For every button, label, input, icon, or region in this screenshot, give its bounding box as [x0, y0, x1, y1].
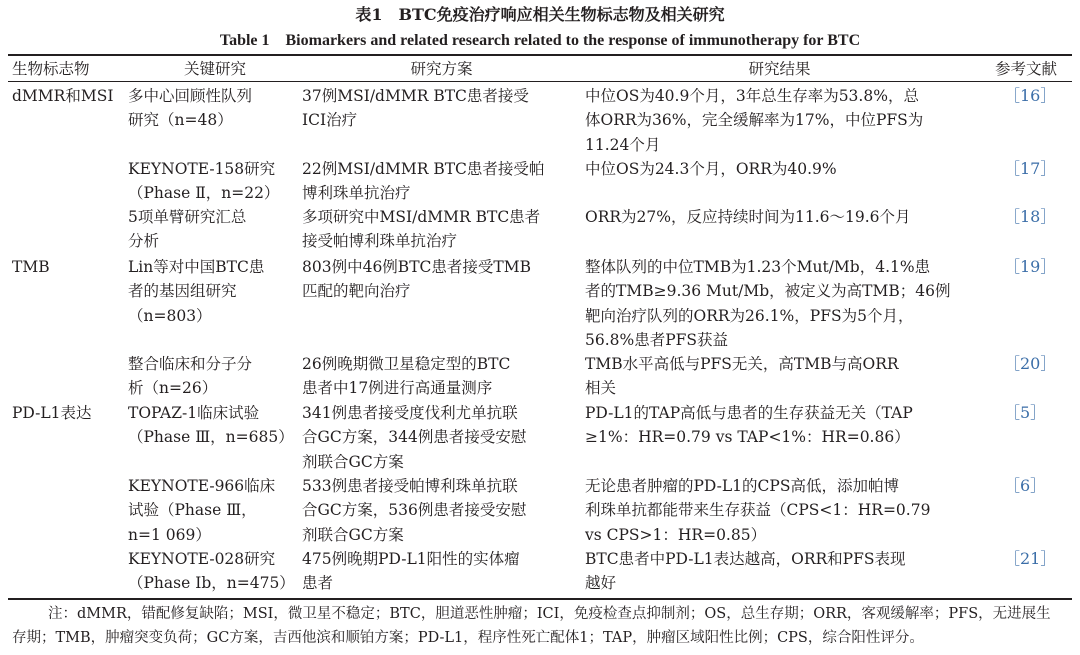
- study-design-cell-line: 多项研究中MSI/dMMR BTC患者: [302, 208, 541, 226]
- study-results-cell-line: BTC患者中PD-L1表达越高，ORR和PFS表现: [585, 550, 906, 568]
- study-design-cell: [302, 547, 520, 596]
- study-design-cell-line: 341例患者接受度伐利尤单抗联: [302, 404, 518, 422]
- study-design-cell-line: 合GC方案，536例患者接受安慰: [302, 501, 527, 520]
- study-results-cell: [585, 474, 930, 547]
- study-results-cell: [585, 157, 837, 181]
- header-biomarker: 生物标志物: [12, 60, 90, 78]
- table-title-english: Table 1 Biomarkers and related research related to the response of immunotherapy for BTC: [219, 32, 861, 49]
- study-results-cell: [585, 401, 913, 450]
- study-design-cell-line: 匹配的靶向治疗: [302, 282, 411, 301]
- study-results-cell-line: 靶向治疗队列的ORR为26.1%，PFS为5个月，: [585, 306, 914, 325]
- study-results-cell-line: vs CPS>1：HR=0.85）: [585, 525, 767, 544]
- biomarker-cell: dMMR和MSI: [12, 87, 114, 105]
- key-study-cell: [128, 547, 295, 596]
- key-study-cell-line: 分析: [128, 232, 160, 251]
- header-study-design: 研究方案: [410, 60, 473, 78]
- key-study-cell-line: Lin等对中国BTC患: [128, 258, 265, 276]
- study-results-cell-line: 越好: [585, 574, 617, 593]
- reference-cell: ［20］: [1004, 354, 1057, 373]
- study-results-cell-line: 者的TMB≥9.36 Mut/Mb，被定义为高TMB；46例: [585, 282, 951, 301]
- table-title-chinese: 表1 BTC免疫治疗响应相关生物标志物及相关研究: [355, 5, 725, 24]
- reference-cell: ［6］: [1004, 476, 1047, 495]
- study-design-cell-line: ICI治疗: [302, 111, 358, 130]
- footnote-line: 存期；TMB，肿瘤突变负荷；GC方案，吉西他滨和顺铂方案；PD-L1，程序性死亡配体1；TAP，肿瘤区域阳性比例；CPS，综合阳性评分。: [12, 630, 924, 646]
- key-study-cell-line: 研究（n=48）: [128, 111, 233, 130]
- key-study-cell-line: 析（n=26）: [128, 379, 218, 398]
- study-design-cell: [302, 474, 526, 547]
- study-design-cell: [302, 205, 540, 254]
- study-design-cell-line: 533例患者接受帕博利珠单抗联: [302, 477, 518, 495]
- biomarker-cell: TMB: [12, 258, 50, 276]
- key-study-cell-line: （Phase Ⅱ，n=22）: [128, 184, 280, 203]
- key-study-cell-line: TOPAZ-1临床试验: [128, 404, 260, 422]
- study-results-cell-line: 体ORR为36%，完全缓解率为17%，中位PFS为: [585, 111, 924, 130]
- study-results-cell-line: 无论患者肿瘤的PD-L1的CPS高低，添加帕博: [585, 477, 899, 495]
- study-design-cell: [302, 401, 526, 474]
- key-study-cell-line: 试验（Phase Ⅲ，: [128, 501, 257, 520]
- study-design-cell-line: 接受帕博利珠单抗治疗: [302, 232, 458, 251]
- study-results-cell-line: ≥1%：HR=0.79 vs TAP<1%：HR=0.86）: [585, 428, 910, 447]
- key-study-cell-line: KEYNOTE-028研究: [128, 550, 276, 568]
- biomarker-cell: PD-L1表达: [12, 404, 92, 422]
- study-design-cell: [302, 352, 510, 401]
- study-results-cell: [585, 205, 911, 229]
- study-design-cell-line: 患者中17例进行高通量测序: [302, 379, 493, 398]
- key-study-cell: [128, 205, 246, 254]
- study-results-cell-line: 利珠单抗都能带来生存获益（CPS<1：HR=0.79: [585, 501, 931, 520]
- study-design-cell: [302, 84, 529, 133]
- reference-cell: ［17］: [1004, 159, 1057, 178]
- header-references: 参考文献: [994, 60, 1057, 78]
- study-results-cell: [585, 84, 923, 157]
- study-design-cell: [302, 255, 531, 304]
- study-results-cell-line: 相关: [585, 379, 617, 398]
- key-study-cell: [128, 157, 279, 206]
- key-study-cell: [128, 255, 264, 328]
- key-study-cell: [128, 84, 252, 133]
- study-results-cell-line: 整体队列的中位TMB为1.23个Mut/Mb，4.1%患: [585, 258, 931, 276]
- header-key-study: 关键研究: [183, 60, 246, 78]
- study-results-cell: [585, 255, 950, 352]
- key-study-cell-line: KEYNOTE-158研究: [128, 160, 276, 178]
- study-design-cell-line: 26例晚期微卫星稳定型的BTC: [302, 355, 511, 373]
- table-bottom-rule: [8, 598, 1072, 600]
- study-design-cell-line: 博利珠单抗治疗: [302, 184, 411, 203]
- reference-cell: ［5］: [1004, 403, 1047, 422]
- table-top-rule: [8, 54, 1072, 56]
- study-design-cell-line: 患者: [302, 574, 334, 593]
- study-design-cell-line: 剂联合GC方案: [302, 525, 404, 544]
- key-study-cell-line: （Phase Ⅲ，n=685）: [128, 428, 294, 447]
- study-design-cell: [302, 157, 544, 206]
- study-design-cell-line: 22例MSI/dMMR BTC患者接受帕: [302, 160, 545, 178]
- key-study-cell-line: （Phase Ⅰb，n=475）: [128, 574, 295, 593]
- key-study-cell-line: 5项单臂研究汇总: [128, 208, 247, 226]
- study-design-cell-line: 803例中46例BTC患者接受TMB: [302, 258, 531, 276]
- key-study-cell-line: 多中心回顾性队列: [128, 87, 253, 105]
- key-study-cell-line: 者的基因组研究: [128, 282, 237, 301]
- study-results-cell-line: 56.8%患者PFS获益: [585, 330, 729, 349]
- reference-cell: ［19］: [1004, 257, 1057, 276]
- study-design-cell-line: 475例晚期PD-L1阳性的实体瘤: [302, 550, 520, 568]
- reference-cell: ［16］: [1004, 86, 1057, 105]
- reference-cell: ［18］: [1004, 207, 1057, 226]
- key-study-cell-line: n=1 069）: [128, 525, 211, 544]
- study-results-cell: [585, 352, 899, 401]
- study-results-cell-line: ORR为27%，反应持续时间为11.6～19.6个月: [585, 208, 911, 226]
- reference-cell: ［21］: [1004, 549, 1057, 568]
- study-design-cell-line: 37例MSI/dMMR BTC患者接受: [302, 87, 529, 105]
- study-results-cell-line: 11.24个月: [585, 135, 661, 154]
- study-results-cell-line: 中位OS为24.3个月，ORR为40.9%: [585, 160, 837, 178]
- table-header-rule: [8, 81, 1072, 82]
- table-footnote: [12, 602, 1072, 650]
- footnote-line: 注：dMMR，错配修复缺陷；MSI，微卫星不稳定；BTC，胆道恶性肿瘤；ICI，免疫检查点抑制剂；OS，总生存期；ORR，客观缓解率；PFS，无进展生: [48, 606, 1051, 622]
- key-study-cell: [128, 401, 294, 450]
- key-study-cell-line: 整合临床和分子分: [128, 355, 253, 373]
- key-study-cell-line: （n=803）: [128, 306, 212, 325]
- key-study-cell: [128, 474, 275, 547]
- key-study-cell: [128, 352, 252, 401]
- study-design-cell-line: 合GC方案，344例患者接受安慰: [302, 428, 527, 447]
- study-results-cell-line: TMB水平高低与PFS无关，高TMB与高ORR: [585, 355, 899, 373]
- study-design-cell-line: 剂联合GC方案: [302, 452, 404, 471]
- study-results-cell-line: PD-L1的TAP高低与患者的生存获益无关（TAP: [585, 404, 913, 422]
- study-results-cell-line: 中位OS为40.9个月，3年总生存率为53.8%，总: [585, 87, 919, 105]
- study-results-cell: [585, 547, 905, 596]
- header-study-results: 研究结果: [748, 60, 811, 78]
- key-study-cell-line: KEYNOTE-966临床: [128, 477, 276, 495]
